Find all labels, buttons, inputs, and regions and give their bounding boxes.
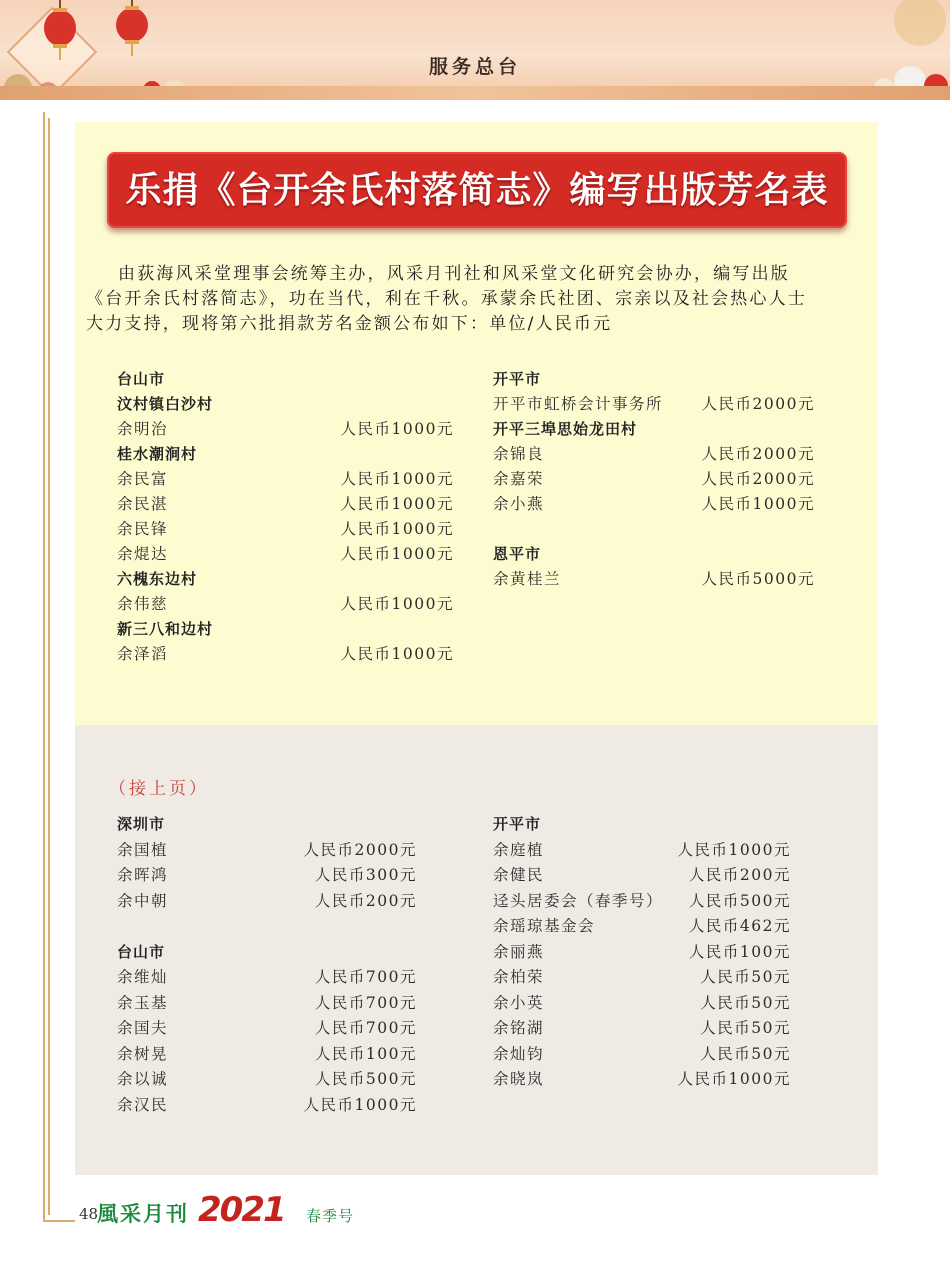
donor-name: 余晓岚 — [493, 1070, 545, 1088]
page-number: 48 — [79, 1205, 99, 1223]
donor-name: 余锦良 — [493, 445, 545, 463]
donor-name: 余明治 — [117, 420, 169, 438]
donor-row — [117, 965, 417, 990]
region-heading: 台山市 — [117, 370, 166, 388]
donation-amount: 人民币2000元 — [701, 470, 815, 488]
donor-row — [493, 838, 791, 863]
donor-name: 余灿钧 — [493, 1044, 545, 1063]
region-heading: 开平市 — [493, 815, 542, 833]
donor-row — [493, 940, 791, 965]
lantern-icon — [112, 0, 152, 56]
intro-paragraph — [86, 262, 878, 337]
donor-name: 余庭植 — [493, 840, 545, 859]
donation-amount: 人民币700元 — [314, 1019, 417, 1037]
donor-row — [493, 863, 791, 888]
donation-amount: 人民币700元 — [314, 968, 417, 986]
donor-row — [493, 492, 815, 517]
donor-row — [117, 889, 417, 914]
donor-name: 余玉基 — [117, 993, 169, 1012]
region-heading: 汶村镇白沙村 — [117, 395, 214, 413]
donor-name: 余嘉荣 — [493, 470, 545, 488]
donor-row — [493, 991, 791, 1016]
donation-amount: 人民币500元 — [314, 1070, 417, 1088]
donation-amount: 人民币50元 — [700, 968, 791, 986]
gold-rule-bottom — [43, 1220, 75, 1222]
donor-name: 余健民 — [493, 866, 545, 884]
donor-row — [117, 838, 417, 863]
donor-name: 余中朝 — [117, 891, 169, 910]
donor-name: 余树晃 — [117, 1044, 169, 1063]
donation-amount: 人民币1000元 — [340, 645, 454, 663]
region-heading: 桂水潮涧村 — [117, 445, 198, 463]
donor-row — [117, 517, 454, 542]
donor-name: 余黄桂兰 — [493, 570, 562, 588]
donor-name: 余丽燕 — [493, 942, 545, 961]
donor-name: 余小英 — [493, 993, 545, 1012]
donor-row — [117, 1067, 417, 1092]
gold-rule-left-inner — [48, 118, 50, 1215]
intro-line: 《台开余氏村落简志》，功在当代，利在千秋。承蒙余氏社团、宗亲以及社会热心人士 — [86, 289, 808, 309]
donation-amount: 人民币1000元 — [677, 840, 791, 859]
donor-row — [493, 914, 791, 939]
donation-amount: 人民币500元 — [688, 891, 791, 910]
magazine-name: 風采月刊 — [97, 1201, 189, 1226]
donor-name: 余瑶琼基金会 — [493, 917, 596, 935]
donor-name: 余铭湖 — [493, 1019, 545, 1037]
donor-row — [493, 965, 791, 990]
donor-row — [117, 542, 454, 567]
donation-amount: 人民币1000元 — [677, 1070, 791, 1088]
donor-row — [117, 1016, 417, 1041]
region-heading: 台山市 — [117, 942, 166, 961]
donor-row — [117, 417, 454, 442]
lantern-icon — [40, 0, 80, 60]
intro-line: 大力支持，现将第六批捐款芳名金额公布如下：单位/人民币元 — [86, 314, 613, 334]
donation-amount: 人民币462元 — [688, 917, 791, 935]
region-heading: 开平市 — [493, 370, 542, 388]
donor-name: 余民富 — [117, 470, 169, 488]
donor-row — [493, 567, 815, 592]
donor-name: 余以诚 — [117, 1070, 169, 1088]
region-heading: 新三八和边村 — [117, 620, 214, 638]
donor-name: 余民湛 — [117, 495, 169, 513]
donor-name: 余柏荣 — [493, 968, 545, 986]
donor-row — [493, 1067, 791, 1092]
donation-amount: 人民币1000元 — [701, 495, 815, 513]
donor-row — [493, 442, 815, 467]
donor-name: 余民锋 — [117, 520, 169, 538]
donor-name: 余汉民 — [117, 1095, 169, 1114]
page-header — [0, 0, 950, 100]
donor-name: 余维灿 — [117, 968, 169, 986]
donation-amount: 人民币700元 — [314, 993, 417, 1012]
donor-row — [493, 1042, 791, 1067]
donation-amount: 人民币100元 — [314, 1044, 417, 1063]
donation-amount: 人民币2000元 — [701, 395, 815, 413]
donor-name: 余小燕 — [493, 495, 545, 513]
page-title-banner: 乐捐《台开余氏村落简志》编写出版芳名表 — [107, 152, 847, 228]
section-title: 服务总台 — [428, 56, 521, 78]
intro-line: 由荻海风采堂理事会统筹主办，风采月刊社和风采堂文化研究会协办，编写出版 — [118, 264, 790, 284]
donation-amount: 人民币100元 — [688, 942, 791, 961]
donor-name: 余泽滔 — [117, 645, 169, 663]
donor-row — [493, 889, 791, 914]
donor-row — [117, 1042, 417, 1067]
year-logo: 2021 — [198, 1190, 285, 1230]
donor-name: 开平市虹桥会计事务所 — [493, 395, 664, 413]
donor-row — [493, 392, 815, 417]
region-heading: 开平三埠思始龙田村 — [493, 420, 638, 438]
continued-label: （接上页） — [109, 779, 209, 799]
donor-row — [117, 863, 417, 888]
donor-name: 余伟慈 — [117, 595, 169, 613]
donor-row — [117, 991, 417, 1016]
donor-row — [493, 1016, 791, 1041]
donor-row — [493, 467, 815, 492]
donor-name: 余国植 — [117, 840, 169, 859]
region-heading: 恩平市 — [493, 545, 542, 563]
donor-name: 余焜达 — [117, 545, 169, 563]
donation-amount: 人民币50元 — [700, 993, 791, 1012]
gold-rule-left — [43, 112, 45, 1222]
donation-amount: 人民币1000元 — [303, 1095, 417, 1114]
donation-amount: 人民币200元 — [314, 891, 417, 910]
region-heading: 深圳市 — [117, 815, 166, 833]
donor-name: 迳头居委会（春季号） — [493, 891, 664, 910]
donor-row — [117, 492, 454, 517]
donation-amount: 人民币2000元 — [303, 840, 417, 859]
donor-row — [117, 642, 454, 667]
donor-row — [117, 1093, 417, 1118]
flower-ornament-icon — [800, 0, 950, 100]
donation-amount: 人民币300元 — [314, 866, 417, 884]
issue-label: 春季号 — [306, 1207, 355, 1225]
donation-amount: 人民币200元 — [688, 866, 791, 884]
donor-row — [117, 592, 454, 617]
donation-amount: 人民币50元 — [700, 1019, 791, 1037]
donation-amount: 人民币2000元 — [701, 445, 815, 463]
donation-amount: 人民币1000元 — [340, 420, 454, 438]
region-heading: 六槐东边村 — [117, 570, 198, 588]
donor-name: 余国夫 — [117, 1019, 169, 1037]
donation-amount: 人民币1000元 — [340, 595, 454, 613]
donation-amount: 人民币50元 — [700, 1044, 791, 1063]
header-band — [0, 86, 950, 100]
donation-amount: 人民币5000元 — [701, 570, 815, 588]
donor-row — [117, 467, 454, 492]
donor-name: 余晖鸿 — [117, 866, 169, 884]
donation-amount: 人民币1000元 — [340, 545, 454, 563]
donation-amount: 人民币1000元 — [340, 520, 454, 538]
donation-amount: 人民币1000元 — [340, 470, 454, 488]
donation-amount: 人民币1000元 — [340, 495, 454, 513]
